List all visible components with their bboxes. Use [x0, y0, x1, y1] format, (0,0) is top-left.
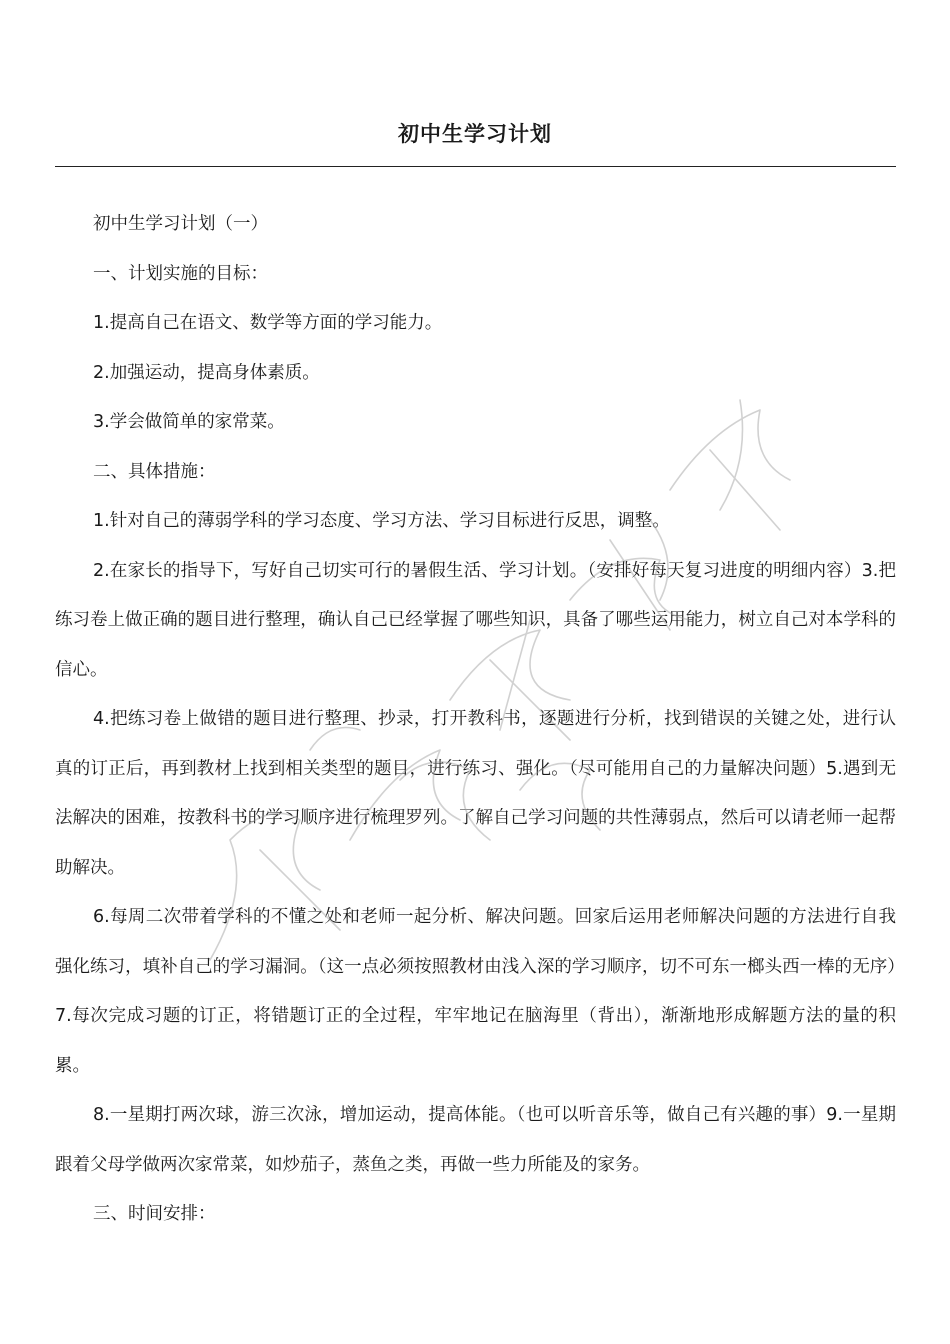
measures-heading: 二、具体措施： [93, 461, 216, 482]
goals-heading: 一、计划实施的目标： [93, 263, 268, 284]
schedule-heading: 三、时间安排： [93, 1204, 216, 1224]
goal-item: 3.学会做简单的家常菜。 [93, 412, 285, 432]
document-title: 初中生学习计划 [398, 122, 552, 146]
document-body [55, 200, 896, 1240]
measure-paragraph: 4.把练习卷上做错的题目进行整理、抄录，打开教科书，逐题进行分析，找到错误的关键之处，进行认真的订正后，再到教材上找到相关类型的题目，进行练习、强化。（尽可能用自己的力量解决问题）5.遇到无法解决的困难，按教科书的学习顺序进行梳理罗列。了解自己学习问题的共性薄弱点，然后可以请老师一起帮助解决。 [55, 709, 896, 878]
section-heading: 初中生学习计划（一） [93, 214, 268, 234]
title-divider [55, 166, 896, 167]
goal-item: 1.提高自己在语文、数学等方面的学习能力。 [93, 313, 443, 333]
goal-item: 2.加强运动，提高身体素质。 [93, 362, 320, 383]
measure-paragraph: 2.在家长的指导下，写好自己切实可行的暑假生活、学习计划。（安排好每天复习进度的明细内容）3.把练习卷上做正确的题目进行整理，确认自己已经掌握了哪些知识，具备了哪些运用能力，树立自己对本学科的信心。 [55, 560, 896, 680]
measure-paragraph: 6.每周二次带着学科的不懂之处和老师一起分析、解决问题。回家后运用老师解决问题的方法进行自我强化练习，填补自己的学习漏洞。（这一点必须按照教材由浅入深的学习顺序，切不可东一榔头西一棒的无序）7.每次完成习题的订正，将错题订正的全过程，牢牢地记在脑海里（背出），渐渐地形成解题方法的量的积累。 [55, 907, 896, 1076]
measure-paragraph: 1.针对自己的薄弱学科的学习态度、学习方法、学习目标进行反思，调整。 [93, 511, 670, 531]
measure-paragraph: 8.一星期打两次球，游三次泳，增加运动，提高体能。（也可以听音乐等，做自己有兴趣的事）9.一星期跟着父母学做两次家常菜，如炒茄子，蒸鱼之类，再做一些力所能及的家务。 [55, 1105, 896, 1175]
